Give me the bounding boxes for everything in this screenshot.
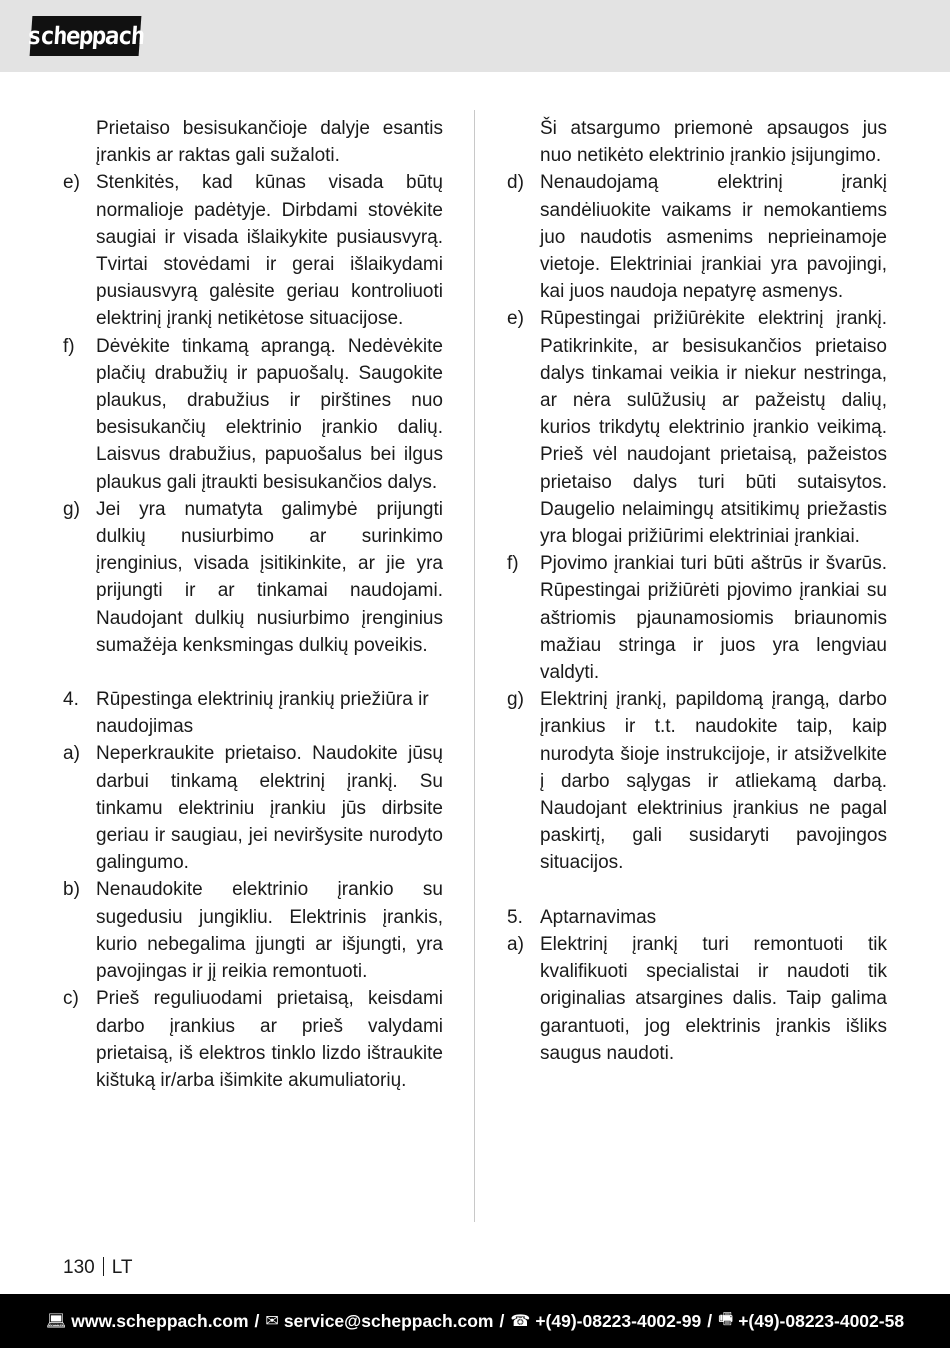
list-text: Prieš reguliuodami prietaisą, keisdami darbo įrankius ar prieš valydami prietaisą, iš elektros tinklo lizdo ištraukite kištuką ir/arba išimkite akumuliatorių.: [96, 988, 443, 1091]
telephone-icon: ☎︎: [510, 1313, 531, 1330]
list-item: [63, 740, 443, 876]
list-marker: c): [63, 988, 79, 1010]
page-language: LT: [111, 1257, 133, 1278]
fax-icon: 🖷︎: [718, 1310, 734, 1328]
list-marker: g): [63, 498, 80, 520]
list-text: Jei yra numatyta galimybė prijungti dulkių nusiurbimo ar surinkimo įrenginius, visada įsitikinkite, ar jie yra prijungti ir ar tinkamai naudojami. Naudojant dulkių nusiurbimo įrenginius sumažėja kenksmingas dulkių poveikis.: [96, 498, 443, 656]
list-marker: g): [507, 689, 524, 711]
list-text: Rūpestingai prižiūrėkite elektrinį įrankį. Patikrinkite, ar besisukančios prietaiso dalys tinkamai veikia ir niekur nestringa, ar nėra sulūžusių ar pažeistų dalių, kurios trikdytų elektrinio įrankio veikimą. Prieš vėl naudojant prietaisą, pažeistos prietaiso dalys turi būti sutaisytos. Daugelio nelaimingų atsitikimų priežastis yra blogai prižiūrimi elektriniai įrankiai.: [540, 308, 887, 548]
paragraph-continuation: Prietaiso besisukančioje dalyje esantis įrankis ar raktas gali sužaloti.: [96, 118, 443, 167]
section-title: Aptarnavimas: [540, 906, 657, 928]
footer-separator: /: [707, 1310, 713, 1331]
section-heading: [507, 904, 887, 931]
list-marker: f): [63, 335, 75, 357]
page-number: [63, 1256, 132, 1280]
footer-phone: +(49)-08223-4002-99: [535, 1310, 702, 1331]
list-item: [63, 876, 443, 985]
list-text: Nenaudojamą elektrinį įrankį sandėliuokite vaikams ir nemokantiems juo naudotis asmenims neprieinamoje vietoje. Elektriniai įrankiai yra pavojingi, kai juos naudoja nepatyrę asmenys.: [540, 172, 887, 303]
scheppach-logo: scheppach: [30, 16, 142, 56]
section-number: 5.: [507, 906, 523, 928]
list-item: [63, 333, 443, 496]
list-item: [507, 931, 887, 1067]
list-item: [507, 550, 887, 686]
column-divider: [474, 110, 475, 1222]
section-title: Rūpestinga elektrinių įrankių priežiūra ir naudojimas: [96, 689, 429, 738]
computer-icon: 💻︎: [45, 1313, 67, 1330]
header-bar: [0, 0, 950, 72]
left-column: [63, 115, 443, 1094]
footer-fax: +(49)-08223-4002-58: [738, 1310, 905, 1331]
list-text: Stenkitės, kad kūnas visada būtų normalioje padėtyje. Dirbdami stovėkite saugiai ir visada išlaikykite pusiausvyrą. Tvirtai stovėdami ir gerai išlaikydami pusiausvyrą galėsite geriau kontroliuoti elektrinį įrankį netikėtose situacijose.: [96, 172, 443, 330]
list-text: Elektrinį įrankį, papildomą įrangą, darbo įrankius ir t.t. naudokite taip, kaip nurodyta šioje instrukcijoje, ir atsižvelkite į darbo sąlygas ir atliekamą darbą. Naudojant elektrinius įrankius ne pagal paskirtį, gali susidaryti pavojingos situacijos.: [540, 689, 887, 874]
list-text: Nenaudokite elektrinio įrankio su sugedusiu jungikliu. Elektrinis įrankis, kurio nebegalima įjungti ar išjungti, yra pavojingas ir jį reikia remontuoti.: [96, 879, 443, 983]
list-item: [63, 496, 443, 659]
list-item: [507, 169, 887, 305]
footer-separator: /: [254, 1310, 260, 1331]
list-text: Dėvėkite tinkamą aprangą. Nedėvėkite plačių drabužių ir papuošalų. Saugokite plaukus, drabužius ir pirštines nuo besisukančių elektrinio įrankio dalių. Laisvus drabužius, papuošalus bei ilgus plaukus gali įtraukti besisukančios dalys.: [96, 335, 443, 493]
footer-website-link[interactable]: www.scheppach.com: [71, 1310, 249, 1331]
list-marker: b): [63, 879, 80, 901]
list-marker: a): [63, 743, 80, 765]
envelope-icon: ✉︎: [265, 1313, 279, 1330]
footer-email-link[interactable]: service@scheppach.com: [283, 1310, 494, 1331]
list-marker: d): [507, 172, 524, 194]
list-marker: a): [507, 933, 524, 955]
page-number-value: 130: [63, 1257, 95, 1278]
list-marker: e): [507, 308, 524, 330]
section-heading: [63, 686, 443, 740]
paragraph-continuation: Ši atsargumo priemonė apsaugos jus nuo netikėto elektrinio įrankio įsijungimo.: [540, 118, 887, 167]
list-item: [507, 305, 887, 550]
list-item: [63, 169, 443, 332]
list-text: Elektrinį įrankį turi remontuoti tik kvalifikuoti specialistai ir naudoti tik originalias atsargines dalis. Taip galima garantuoti, jog elektrinis įrankis išliks saugus naudoti.: [540, 933, 887, 1064]
footer-separator: /: [499, 1310, 505, 1331]
list-item: [507, 686, 887, 876]
list-marker: f): [507, 553, 519, 575]
list-item: [63, 985, 443, 1094]
list-text: Pjovimo įrankiai turi būti aštrūs ir švarūs. Rūpestingai prižiūrėti pjovimo įrankiai su aštriomis pjaunamosiomis briaunomis mažiau stringa ir juos yra lengviau valdyti.: [540, 553, 887, 684]
list-marker: e): [63, 172, 80, 194]
page-number-separator: [103, 1257, 104, 1276]
right-column: [507, 115, 887, 1067]
footer-bar: [0, 1294, 950, 1348]
section-number: 4.: [63, 689, 79, 711]
list-text: Neperkraukite prietaiso. Naudokite jūsų darbui tinkamą elektrinį įrankį. Su tinkamu elektriniu įrankiu jūs dirbsite geriau ir saugiau, jei neviršysite nurodyto galingumo.: [96, 743, 443, 874]
